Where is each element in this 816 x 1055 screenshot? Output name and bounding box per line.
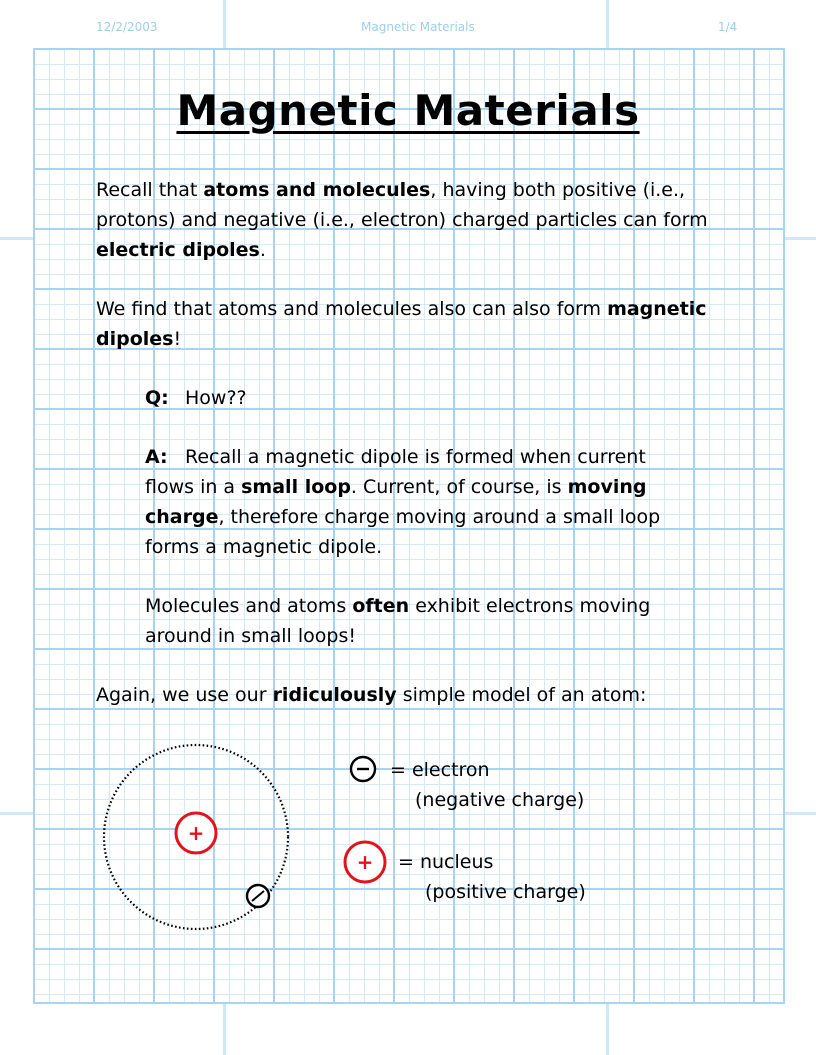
bold-term: magnetic	[607, 298, 707, 320]
text: protons) and negative (i.e., electron) charged particles can form	[96, 209, 708, 231]
text: !	[173, 328, 182, 350]
text: simple model of an atom:	[396, 684, 647, 706]
bold-term: electric dipoles	[96, 239, 260, 261]
text: Molecules and atoms	[145, 595, 353, 617]
bold-term: moving	[567, 476, 647, 498]
bold-term: dipoles	[96, 328, 174, 350]
header-page-number: 1/4	[718, 20, 738, 34]
legend-nucleus-label: = nucleus	[398, 851, 494, 873]
text: forms a magnetic dipole.	[145, 536, 383, 558]
question-label: Q:	[145, 387, 169, 409]
legend-electron-text	[390, 755, 584, 815]
page-title: Magnetic Materials	[176, 86, 640, 135]
bold-term: often	[352, 595, 410, 617]
bold-term: atoms and molecules	[203, 179, 431, 201]
legend-nucleus-plus-sign: +	[356, 850, 374, 874]
nucleus-plus-sign: +	[187, 821, 205, 845]
legend-electron-description: (negative charge)	[415, 789, 585, 811]
legend-nucleus-description: (positive charge)	[425, 881, 586, 903]
text: around in small loops!	[145, 625, 356, 647]
legend-electron-label: = electron	[390, 759, 490, 781]
electron-icon	[247, 885, 269, 907]
text: .	[259, 239, 266, 261]
text: Again, we use our	[96, 684, 273, 706]
text: We find that atoms and molecules also can also form	[96, 298, 608, 320]
text: exhibit electrons moving	[409, 595, 651, 617]
header-title: Magnetic Materials	[361, 20, 475, 34]
legend-nucleus-icon	[345, 842, 385, 882]
legend-nucleus-text	[398, 847, 586, 907]
bold-term: ridiculously	[272, 684, 397, 706]
header-date: 12/2/2003	[96, 20, 158, 34]
question-text: How??	[185, 387, 247, 409]
text: flows in a	[145, 476, 242, 498]
legend-electron-icon	[351, 757, 375, 781]
nucleus-icon	[176, 813, 216, 853]
bold-term: small loop	[241, 476, 351, 498]
text: . Current, of course, is	[350, 476, 568, 498]
text: Recall a magnetic dipole is formed when current	[185, 446, 646, 468]
answer-label: A:	[145, 446, 168, 468]
bold-term: charge	[145, 506, 219, 528]
text: Recall that	[96, 179, 204, 201]
text: , therefore charge moving around a small loop	[218, 506, 661, 528]
text: , having both positive (i.e.,	[430, 179, 686, 201]
